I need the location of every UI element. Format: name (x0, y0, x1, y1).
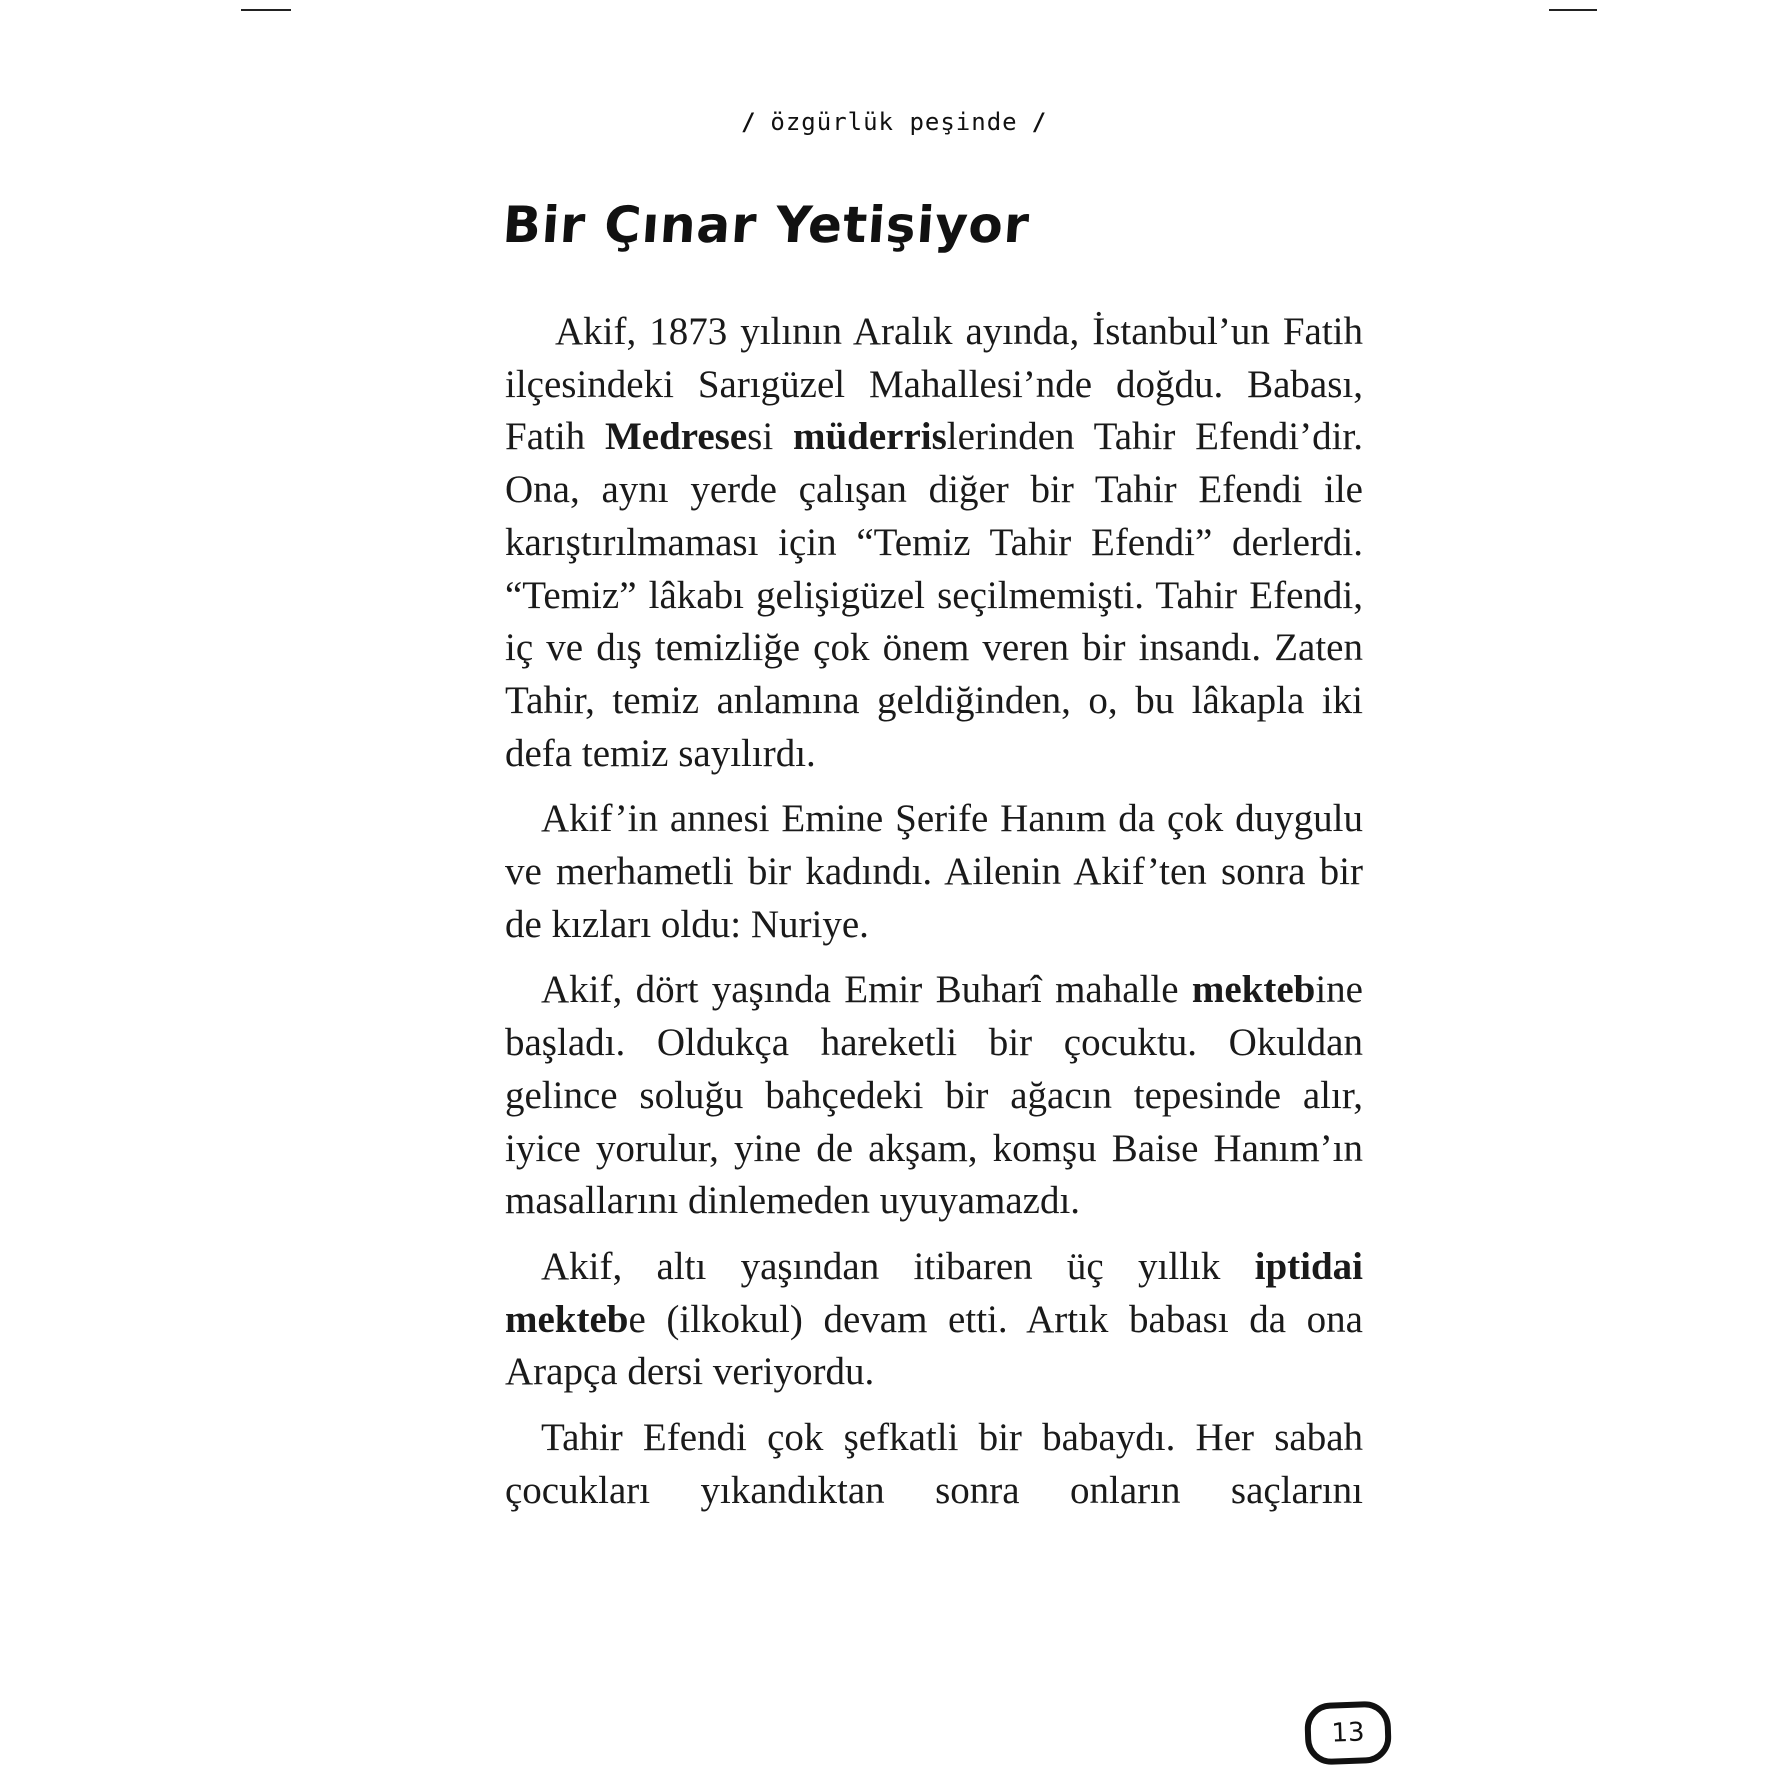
text-run: Akif’in annesi Emine Şerife Hanım da çok duygulu ve merhametli bir kadındı. Ailenin Akif’ten sonra bir de kızları oldu: Nuriye. (505, 797, 1363, 946)
text-run: si (747, 415, 793, 459)
text-run: Akif, dört yaşında Emir Buharî mahalle (541, 968, 1192, 1012)
text-run: Tahir Efendi çok şefkatli bir babaydı. Her sabah çocukları yıkandıktan sonra onların saçlarını (505, 1416, 1363, 1512)
text-run: Akif, altı yaşından itibaren üç yıllık (541, 1244, 1255, 1288)
crop-mark-left (241, 9, 291, 11)
page-number-badge (1304, 1701, 1392, 1766)
bold-term: iptidai mekteb (505, 1244, 1363, 1341)
paragraph (505, 793, 1363, 951)
paragraph (505, 964, 1363, 1228)
bold-term: Medrese (604, 415, 748, 459)
paragraph (505, 1412, 1363, 1517)
paragraph (505, 1241, 1363, 1399)
running-header (0, 108, 1788, 136)
slash-icon: / (1031, 108, 1048, 136)
text-run: e (ilkokul) devam etti. Artık babası da ona Arapça dersi veriyordu. (505, 1297, 1363, 1394)
bold-term: mekteb (1191, 968, 1316, 1012)
text-run: ine başladı. Oldukça hareketli bir çocuktu. Okuldan gelince soluğu bahçedeki bir ağacın tepesinde alır, iyice yorulur, yine de akşam, komşu Baise Hanım’ın masallarını dinlemeden uyuyamazdı. (505, 968, 1363, 1223)
paragraph (505, 306, 1363, 780)
text-run: Akif, 1873 yılının Aralık ayında, İstanbul’un Fatih ilçesindeki Sarıgüzel Mahallesi’nde doğdu. Babası, Fatih (505, 310, 1363, 459)
chapter-title: Bir Çınar Yetişiyor (500, 196, 1032, 254)
crop-mark-right (1549, 9, 1597, 11)
bold-term: müderris (792, 415, 947, 459)
slash-icon: / (740, 108, 757, 136)
running-header-text: özgürlük peşinde (770, 108, 1018, 136)
body-text (505, 306, 1363, 1530)
page-number: 13 (1330, 1717, 1366, 1749)
text-run: lerinden Tahir Efendi’dir. Ona, aynı yerde çalışan diğer bir Tahir Efendi ile karıştırılmaması için “Temiz Tahir Efendi” derlerdi. “Temiz” lâkabı gelişigüzel seçilmemişti. Tahir Efendi, iç ve dış temizliğe çok önem veren bir insandı. Zaten Tahir, temiz anlamına geldiğinden, o, bu lâkapla iki defa temiz sayılırdı. (505, 415, 1364, 775)
